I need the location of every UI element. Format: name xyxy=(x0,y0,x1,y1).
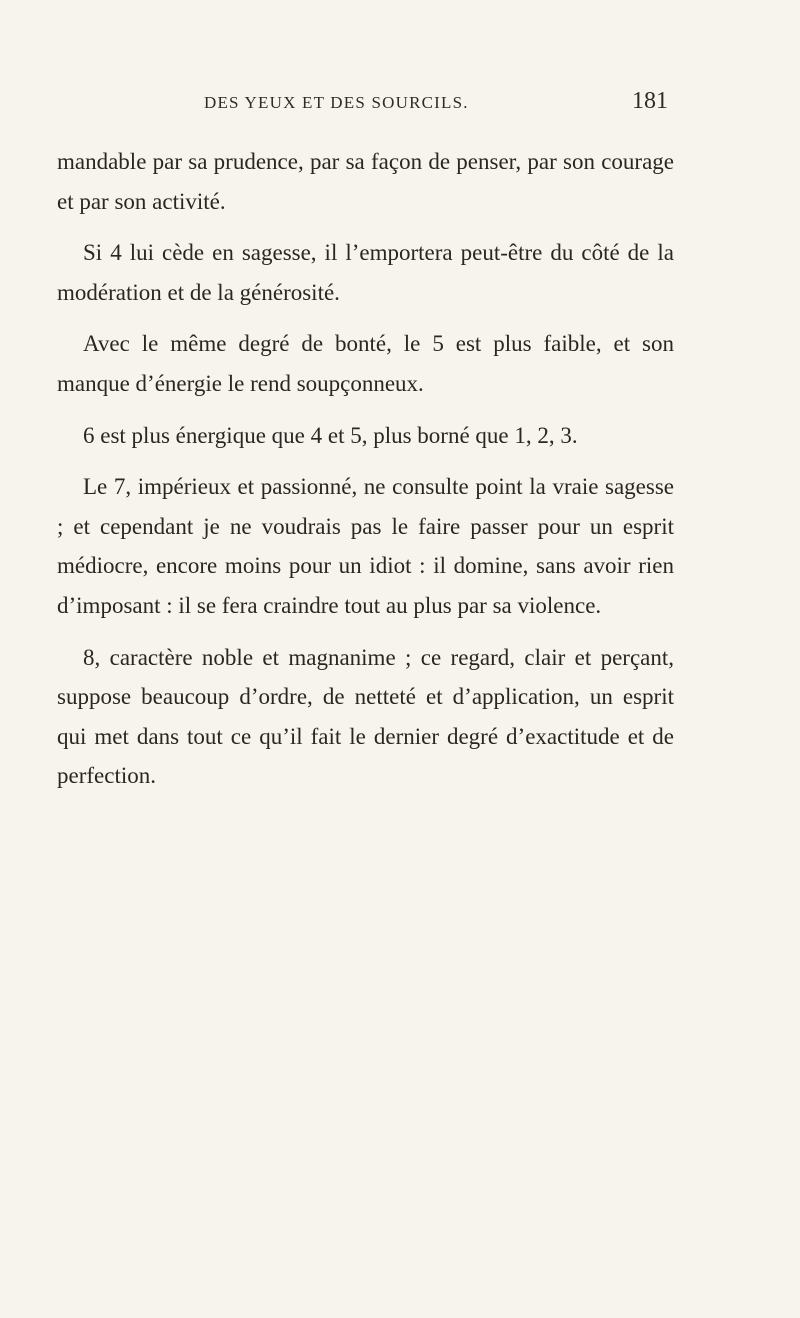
page-header xyxy=(196,85,672,125)
paragraph: 6 est plus énergique que 4 et 5, plus borné que 1, 2, 3. xyxy=(83,422,578,448)
paragraph: Si 4 lui cède en sagesse, il l’emportera peut-être du côté de la modération et de la générosité. xyxy=(57,240,674,305)
page-number: 181 xyxy=(632,88,668,114)
paragraph-continuation: mandable par sa prudence, par sa façon de penser, par son courage et par son activité. xyxy=(57,149,674,214)
paragraph: Avec le même degré de bonté, le 5 est plus faible, et son manque d’énergie le rend soupçonneux. xyxy=(57,331,674,396)
paragraph: Le 7, impérieux et passionné, ne consulte point la vraie sagesse ; et cependant je ne voudrais pas le faire passer pour un esprit médiocre, encore moins pour un idiot : il domine, sans avoir rien d’imposant : il se fera craindre tout au plus par sa violence. xyxy=(57,474,674,618)
paragraph: 8, caractère noble et magnanime ; ce regard, clair et perçant, suppose beaucoup d’ordre, de netteté et d’application, un esprit qui met dans tout ce qu’il fait le dernier degré d’exactitude et de perfection. xyxy=(57,644,674,789)
running-head: DES YEUX ET DES SOURCILS. xyxy=(204,93,469,112)
body-text xyxy=(57,142,674,808)
